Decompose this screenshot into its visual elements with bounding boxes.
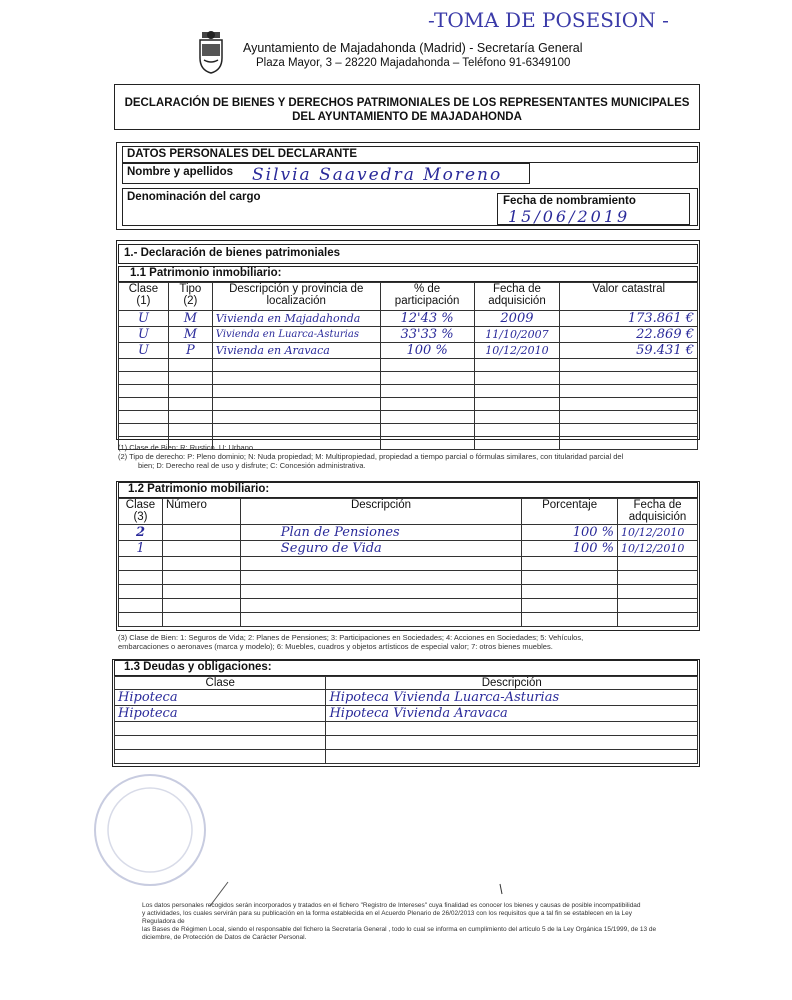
note-3: bien; D: Derecho real de uso y disfrute; C: Concesión administrativa. bbox=[138, 461, 366, 470]
footer-line3: las Bases de Régimen Local, siendo el responsable del fichero la Secretaría General , todo lo cual se informa en cumplimiento del artículo 5 de la Ley Orgánica 15/1999, de 13 de bbox=[142, 926, 657, 933]
col-descripcion: Descripción bbox=[240, 499, 521, 525]
footer-notice bbox=[142, 902, 662, 942]
official-stamp bbox=[90, 765, 210, 895]
col-clase: Clase (1) bbox=[119, 283, 169, 311]
cargo-label: Denominación del cargo bbox=[127, 191, 261, 203]
cell-clase: Hipoteca bbox=[115, 690, 326, 706]
table-row bbox=[119, 343, 698, 359]
cell-fecha: 10/12/2010 bbox=[474, 343, 560, 359]
cell-descripcion: Vivienda en Aravaca bbox=[212, 343, 380, 359]
col-tipo: Tipo (2) bbox=[168, 283, 212, 311]
section1-heading: 1.- Declaración de bienes patrimoniales bbox=[124, 247, 341, 259]
col-valor: Valor catastral bbox=[560, 283, 698, 311]
mobiliario-table bbox=[118, 498, 698, 627]
cell-clase: U bbox=[119, 311, 169, 327]
cell-porcentaje: 100 % bbox=[522, 525, 618, 541]
table-row bbox=[119, 359, 698, 372]
inmobiliario-table bbox=[118, 282, 698, 450]
footer-line2: y actividades, los cuales servirán para su publicación en la forma establecida en el Acuerdo Plenario de 26/02/2013 con los requisitos que a tal fin se establecen en la Ley Reguladora de bbox=[142, 910, 632, 925]
section11-heading: 1.1 Patrimonio inmobiliario: bbox=[130, 267, 282, 279]
table-row bbox=[119, 398, 698, 411]
cell-descripcion: Plan de Pensiones bbox=[240, 525, 521, 541]
cell-descripcion: Hipoteca Vivienda Luarca-Asturias bbox=[326, 690, 698, 706]
table-row bbox=[115, 690, 698, 706]
col-fecha: Fecha de adquisición bbox=[474, 283, 560, 311]
col-fecha: Fecha de adquisición bbox=[618, 499, 698, 525]
cell-descripcion: Hipoteca Vivienda Aravaca bbox=[326, 706, 698, 722]
col-descripcion: Descripción y provincia de localización bbox=[212, 283, 380, 311]
title-line2: DEL AYUNTAMIENTO DE MAJADAHONDA bbox=[292, 111, 522, 123]
personal-heading: DATOS PERSONALES DEL DECLARANTE bbox=[127, 148, 358, 160]
cell-participacion: 33'33 % bbox=[380, 327, 474, 343]
section12-heading: 1.2 Patrimonio mobiliario: bbox=[128, 483, 270, 495]
table-row bbox=[119, 541, 698, 557]
institution-line2: Plaza Mayor, 3 – 28220 Majadahonda – Teléfono 91-6349100 bbox=[256, 57, 571, 69]
footer-line4: diciembre, de Protección de Datos de Carácter Personal. bbox=[142, 934, 307, 941]
cell-clase: 1 bbox=[119, 541, 163, 557]
deudas-table bbox=[114, 676, 698, 764]
cell-fecha: 11/10/2007 bbox=[474, 327, 560, 343]
table-row bbox=[119, 571, 698, 585]
title-line1: DECLARACIÓN DE BIENES Y DERECHOS PATRIMONIALES DE LOS REPRESENTANTES MUNICIPALES bbox=[124, 97, 690, 109]
cell-clase: U bbox=[119, 327, 169, 343]
col-descripcion: Descripción bbox=[326, 677, 698, 690]
cell-descripcion: Vivienda en Majadahonda bbox=[212, 311, 380, 327]
name-value: Silvia Saavedra Moreno bbox=[252, 165, 503, 185]
title-box bbox=[114, 84, 700, 130]
cell-clase: 2 bbox=[119, 525, 163, 541]
table-row bbox=[115, 706, 698, 722]
table-row bbox=[119, 327, 698, 343]
cell-descripcion: Vivienda en Luarca-Asturias bbox=[212, 327, 380, 343]
cell-valor: 22.869 € bbox=[560, 327, 698, 343]
note-2: (2) Tipo de derecho: P: Pleno dominio; N: Nuda propiedad; M: Multipropiedad, propiedad a tiempo parcial o fórmulas similares, con titularidad parcial del bbox=[118, 452, 624, 461]
cell-fecha: 10/12/2010 bbox=[618, 525, 698, 541]
table-row bbox=[119, 424, 698, 437]
note-1: (1) Clase de Bien: R: Rustico. U: Urbano bbox=[118, 443, 254, 452]
col-numero: Número bbox=[162, 499, 240, 525]
name-label: Nombre y apellidos bbox=[127, 166, 234, 178]
cell-tipo: P bbox=[168, 343, 212, 359]
table-row bbox=[119, 372, 698, 385]
fecha-value: 15/06/2019 bbox=[508, 207, 631, 226]
table-row bbox=[119, 599, 698, 613]
cell-descripcion: Seguro de Vida bbox=[240, 541, 521, 557]
table-row bbox=[115, 722, 698, 736]
section13-heading: 1.3 Deudas y obligaciones: bbox=[124, 661, 272, 673]
institution-line1: Ayuntamiento de Majadahonda (Madrid) - Secretaría General bbox=[243, 41, 583, 55]
col-clase: Clase bbox=[115, 677, 326, 690]
col-participacion: % de participación bbox=[380, 283, 474, 311]
table-row bbox=[119, 311, 698, 327]
cell-fecha: 10/12/2010 bbox=[618, 541, 698, 557]
cell-clase: U bbox=[119, 343, 169, 359]
table-row bbox=[115, 750, 698, 764]
table-row bbox=[115, 736, 698, 750]
table-row bbox=[119, 411, 698, 424]
table-row bbox=[119, 385, 698, 398]
cell-tipo: M bbox=[168, 311, 212, 327]
table-row bbox=[119, 557, 698, 571]
cell-porcentaje: 100 % bbox=[522, 541, 618, 557]
table-row bbox=[119, 525, 698, 541]
table-row bbox=[119, 585, 698, 599]
fecha-label: Fecha de nombramiento bbox=[503, 195, 636, 207]
cell-participacion: 100 % bbox=[380, 343, 474, 359]
note-5: embarcaciones o aeronaves (marca y modelo); 6: Muebles, cuadros y objetos artísticos de especial valor; 7: otros bienes muebles. bbox=[118, 642, 553, 651]
col-clase: Clase (3) bbox=[119, 499, 163, 525]
cell-valor: 59.431 € bbox=[560, 343, 698, 359]
cell-fecha: 2009 bbox=[474, 311, 560, 327]
table-row bbox=[119, 613, 698, 627]
cell-tipo: M bbox=[168, 327, 212, 343]
cell-valor: 173.861 € bbox=[560, 311, 698, 327]
cell-clase: Hipoteca bbox=[115, 706, 326, 722]
col-porcentaje: Porcentaje bbox=[522, 499, 618, 525]
footer-line1: Los datos personales recogidos serán incorporados y tratados en el fichero "Registro de Intereses" cuya finalidad es conocer los bienes y causas de posible incompatibilidad bbox=[142, 902, 641, 909]
cell-participacion: 12'43 % bbox=[380, 311, 474, 327]
handwritten-header: -TOMA DE POSESION - bbox=[428, 8, 669, 32]
coat-of-arms-logo bbox=[196, 30, 226, 74]
note-4: (3) Clase de Bien: 1: Seguros de Vida; 2: Planes de Pensiones; 3: Participaciones en Sociedades; 4: Acciones en Sociedades; 5: Vehículos, bbox=[118, 633, 584, 642]
